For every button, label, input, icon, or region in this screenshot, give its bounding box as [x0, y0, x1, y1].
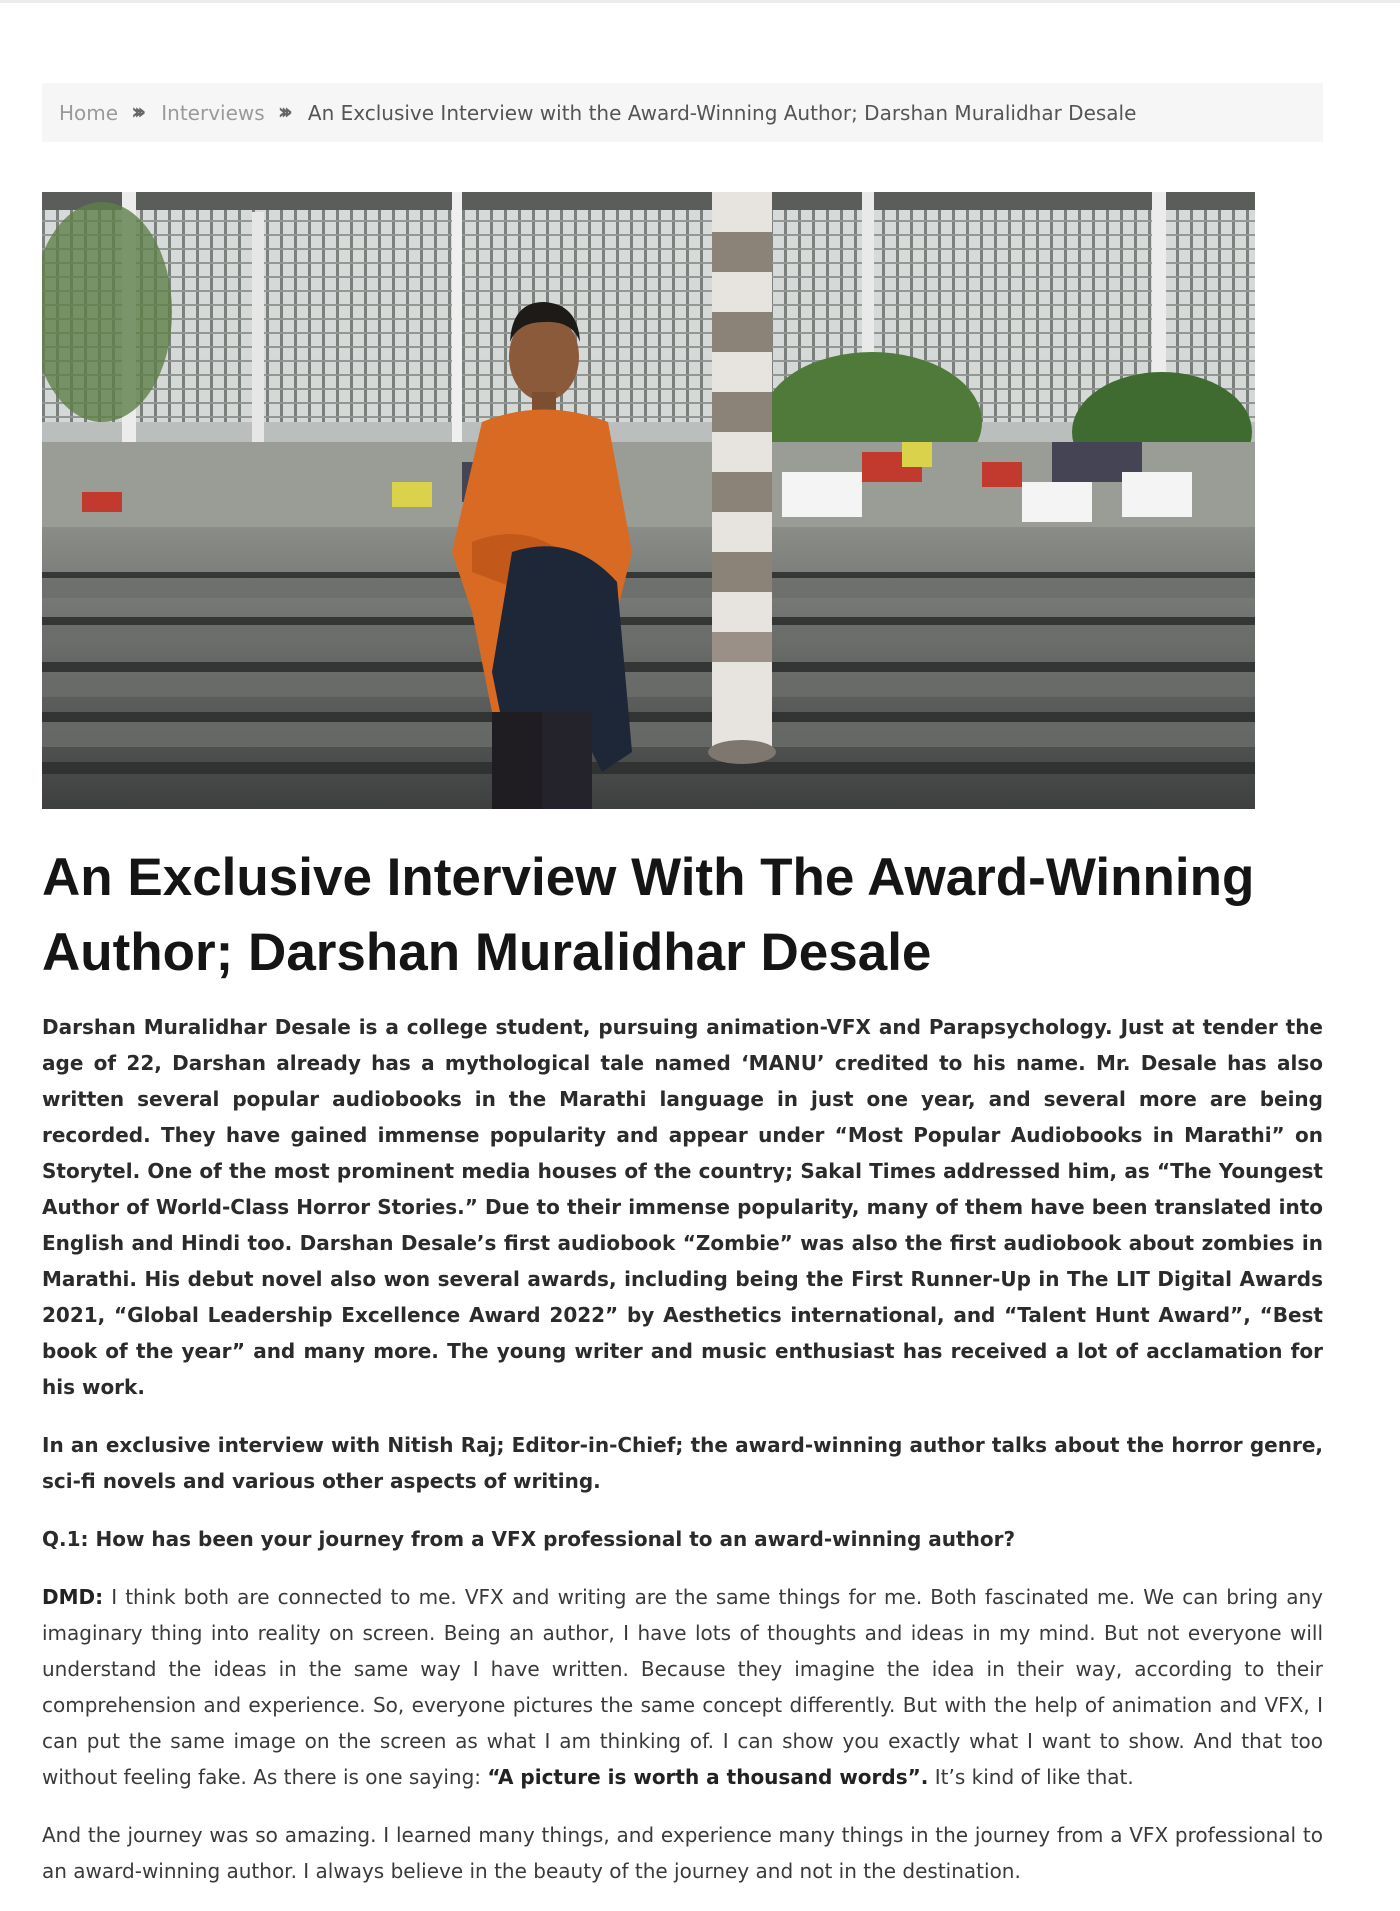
answer-1-tail: It’s kind of like that.: [928, 1765, 1134, 1789]
answer-1-paragraph-2: And the journey was so amazing. I learned many things, and experience many things in the journey from a VFX professional to an award-winning author. I always believe in the beauty of the journey and not in the destination.: [42, 1823, 1323, 1883]
article-title: An Exclusive Interview With The Award-Winning Author; Darshan Muralidhar Desale: [42, 848, 1255, 982]
question-1: Q.1: How has been your journey from a VFX professional to an award-winning author?: [42, 1527, 1016, 1551]
interview-note: In an exclusive interview with Nitish Raj; Editor-in-Chief; the award-winning author talks about the horror genre, sci-fi novels and various other aspects of writing.: [42, 1433, 1323, 1493]
answer-1-text: I think both are connected to me. VFX and writing are the same things for me. Both fascinated me. We can bring any imaginary thing into reality on screen. Being an author, I have lots of thoughts and ideas in my mind. But not everyone will understand the ideas in the same way I have written. Because they imagine the idea in their way, according to their comprehension and experience. So, everyone pictures the same concept differently. But with the help of animation and VFX, I can put the same image on the screen as what I am thinking of. I can show you exactly what I want to show. And that too without feeling fake. As there is one saying:: [42, 1585, 1323, 1789]
article-body: [42, 1009, 1323, 1911]
answer-1: [42, 1579, 1323, 1795]
author-photo: [42, 192, 1255, 809]
double-chevron-right-icon: ›››: [277, 100, 287, 125]
breadcrumb-current: An Exclusive Interview with the Award-Winning Author; Darshan Muralidhar Desale: [307, 100, 1137, 125]
breadcrumb-home-link[interactable]: Home: [59, 100, 119, 125]
breadcrumb: [42, 83, 1323, 142]
article-intro: Darshan Muralidhar Desale is a college student, pursuing animation-VFX and Parapsychology. Just at tender the age of 22, Darshan already has a mythological tale named ‘MANU’ credited to his name. Mr. Desale has also written several popular audiobooks in the Marathi language in just one year, and several more are being recorded. They have gained immense popularity and appear under “Most Popular Audiobooks in Marathi” on Storytel. One of the most prominent media houses of the country; Sakal Times addressed him, as “The Youngest Author of World-Class Horror Stories.” Due to their immense popularity, many of them have been translated into English and Hindi too. Darshan Desale’s first audiobook “Zombie” was also the first audiobook about zombies in Marathi. His debut novel also won several awards, including being the First Runner-Up in The LIT Digital Awards 2021, “Global Leadership Excellence Award 2022” by Aesthetics international, and “Talent Hunt Award”, “Best book of the year” and many more. The young writer and music enthusiast has received a lot of acclamation for his work.: [42, 1015, 1323, 1399]
top-border: [0, 0, 1400, 3]
answer-speaker: DMD:: [42, 1585, 104, 1609]
double-chevron-right-icon: ›››: [131, 100, 141, 125]
breadcrumb-interviews-link[interactable]: Interviews: [161, 100, 265, 125]
hero-image: [42, 192, 1255, 809]
answer-1-quote: “A picture is worth a thousand words”.: [487, 1765, 929, 1789]
